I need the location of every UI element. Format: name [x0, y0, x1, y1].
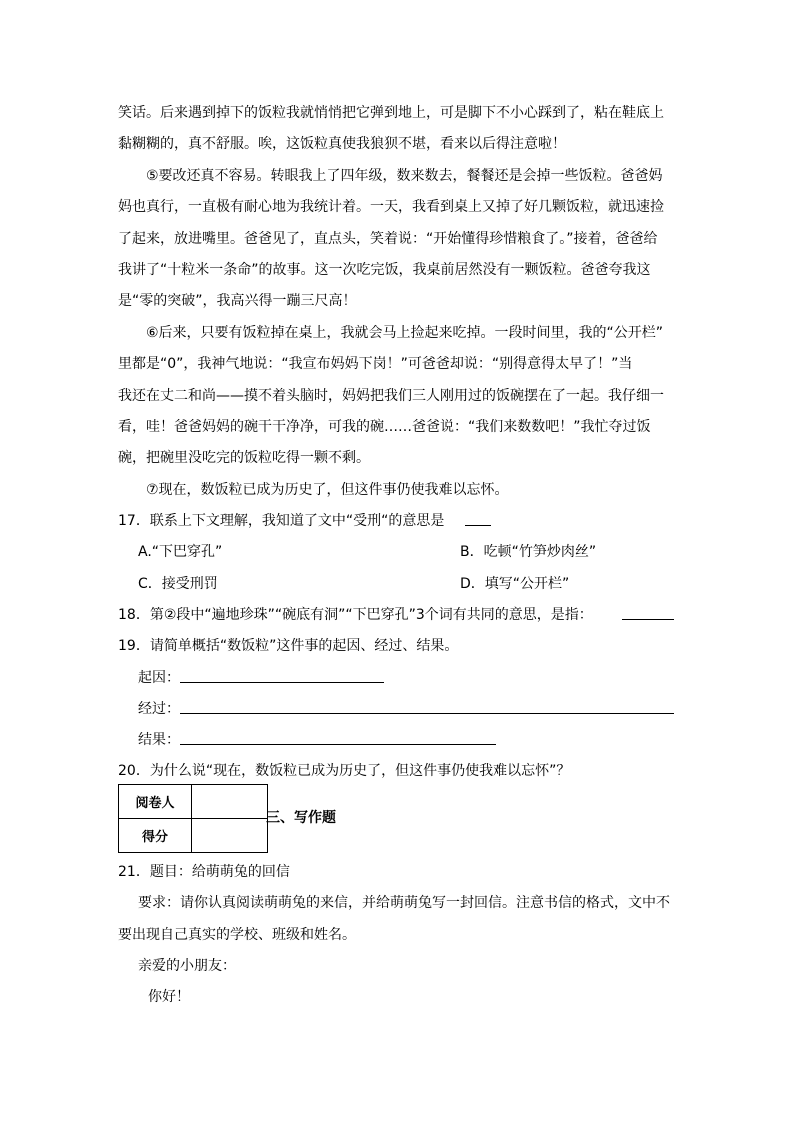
- result-label: 结果：: [138, 732, 180, 748]
- score-label: 得分: [119, 819, 192, 853]
- score-cell[interactable]: [192, 819, 268, 853]
- question-18: 18．第②段中“遍地珍珠”“碗底有洞”“下巴穿孔”3个词有共同的意思，是指：: [118, 607, 593, 623]
- passage-line: 了起来，放进嘴里。爸爸见了，直点头，笑着说：“开始懂得珍惜粮食了。”接着，爸爸给: [118, 231, 658, 247]
- answer-blank-17[interactable]: [465, 525, 491, 526]
- passage-line: ⑥后来，只要有饭粒掉在桌上，我就会马上捡起来吃掉。一段时间里，我的“公开栏”: [146, 325, 664, 341]
- passage-line: 里都是“0”，我神气地说：“我宣布妈妈下岗！”可爸爸却说：“别得意得太早了！”当: [118, 356, 633, 372]
- question-19: 19．请简单概括“数饭粒”这件事的起因、经过、结果。: [118, 638, 459, 654]
- passage-line: 黏糊糊的，真不舒服。唉，这饭粒真使我狼狈不堪，看来以后得注意啦！: [118, 136, 566, 152]
- passage-line: 笑话。后来遇到掉下的饭粒我就悄悄把它弹到地上，可是脚下不小心踩到了，粘在鞋底上: [118, 105, 664, 121]
- passage-line: 碗，把碗里没吃完的饭粒吃得一颗不剩。: [118, 450, 370, 466]
- passage-line: 是“零的突破”，我高兴得一蹦三尺高！: [118, 293, 357, 309]
- option-c[interactable]: C．接受刑罚: [138, 576, 218, 592]
- requirement-line: 要出现自己真实的学校、班级和姓名。: [118, 927, 356, 943]
- question-17-text: 17．联系上下文理解，我知道了文中“受刑“的意思是: [118, 513, 445, 529]
- passage-line: ⑦现在，数饭粒已成为历史了，但这件事仍使我难以忘怀。: [146, 482, 509, 498]
- question-17: [118, 511, 444, 531]
- result-blank[interactable]: [180, 744, 496, 745]
- reviewer-cell[interactable]: [192, 785, 268, 819]
- question-20: 20．为什么说“现在，数饭粒已成为历史了，但这件事仍使我难以忘怀”？: [118, 763, 571, 779]
- question-21: 21．题目：给萌萌兔的回信: [118, 864, 290, 880]
- cause-blank[interactable]: [180, 682, 384, 683]
- passage-line: ⑤要改还真不容易。转眼我上了四年级，数来数去，餐餐还是会掉一些饭粒。爸爸妈: [146, 168, 663, 184]
- process-label: 经过：: [138, 701, 180, 717]
- passage-line: 妈也真行，一直极有耐心地为我统计着。一天，我看到桌上又掉了好几颗饭粒，就迅速捡: [118, 199, 664, 215]
- process-blank[interactable]: [180, 713, 674, 714]
- option-b[interactable]: B．吃顿“竹笋炒肉丝”: [460, 544, 597, 560]
- option-d[interactable]: D．填写“公开栏”: [460, 576, 570, 592]
- cause-label: 起因：: [138, 670, 180, 686]
- passage-line: 我还在丈二和尚——摸不着头脑时，妈妈把我们三人刚用过的饭碗摆在了一起。我仔细一: [118, 388, 664, 404]
- passage-line: 我讲了“十粒米一条命”的故事。这一次吃完饭，我桌前居然没有一颗饭粒。爸爸夸我这: [118, 262, 651, 278]
- option-a[interactable]: A.“下巴穿孔”: [138, 544, 223, 560]
- answer-blank-18[interactable]: [622, 619, 674, 620]
- letter-salutation: 亲爱的小朋友：: [138, 958, 236, 974]
- letter-greeting: 你好！: [148, 989, 190, 1005]
- score-table: [118, 784, 268, 853]
- passage-line: 看，哇！爸爸妈妈的碗干干净净，可我的碗……爸爸说：“我们来数数吧！”我忙夺过饭: [118, 419, 651, 435]
- reviewer-label: 阅卷人: [119, 785, 192, 819]
- section-title: 三、写作题: [266, 810, 336, 826]
- requirement-line: 要求：请你认真阅读萌萌兔的来信，并给萌萌兔写一封回信。注意书信的格式，文中不: [138, 895, 670, 911]
